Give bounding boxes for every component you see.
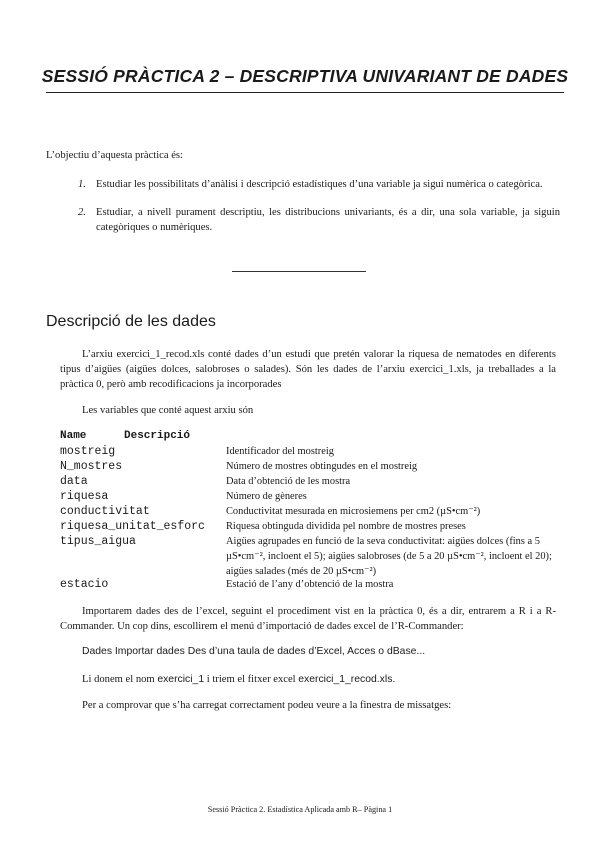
section-heading: Descripció de les dades [46, 313, 216, 330]
variable-description: Número de gèneres [226, 491, 307, 502]
variables-header-name: Name [60, 430, 87, 442]
name-instruction-text: Li donem el nom [82, 674, 155, 685]
variable-description: Identificador del mostreig [226, 446, 334, 457]
objective-text: Estudiar, a nivell purament descriptiu, les distribucions univariants, és a dir, una sola variable, ja siguin categòriques o numèriques. [96, 207, 560, 233]
menu-path: Dades Importar dades Des d’una taula de dades d’Excel, Acces o dBase... [82, 646, 426, 657]
page-title: SESSIÓ PRÀCTICA 2 – DESCRIPTIVA UNIVARIANT DE DADES [41, 66, 569, 86]
variable-name: N_mostres [60, 460, 123, 473]
variable-name: riquesa [60, 490, 109, 503]
intro-text: L’objectiu d’aquesta pràctica és: [46, 150, 183, 161]
title-underline [46, 92, 564, 93]
section-divider [232, 271, 366, 272]
variable-name: tipus_aigua [60, 535, 136, 548]
objective-item [78, 177, 558, 207]
variable-description: Número de mostres obtingudes en el mostreig [226, 461, 418, 472]
variable-name: conductivitat [60, 505, 150, 518]
variables-header-desc: Descripció [124, 430, 191, 442]
variable-name: estacio [60, 578, 109, 591]
variable-description: Data d’obtenció de les mostra [226, 476, 351, 487]
dataset-name: exercici_1 [157, 674, 205, 685]
variable-description: Riquesa obtinguda dividida pel nombre de mostres preses [226, 521, 466, 532]
variable-description: Aigües agrupades en funció de la seva conductivitat: aigües dolces (fins a 5 µS•cm⁻², incloent el 5); aigües salobroses (de 5 a 20 µS•cm⁻², incloent el 20); aigües salades (més de 20 µS•cm⁻²) [226, 536, 552, 577]
name-instruction [82, 672, 395, 687]
objective-text: Estudiar les possibilitats d’anàlisi i descripció estadístiques d’una variable ja sigui numèrica o categòrica. [96, 179, 543, 190]
variable-name: data [60, 475, 88, 488]
variable-name: riquesa_unitat_esforc [60, 520, 205, 533]
check-instruction: Per a comprovar que s’ha carregat correctament podeu veure a la finestra de missatges: [82, 700, 452, 711]
import-paragraph: Importarem dades des de l’excel, seguint el procediment vist en la pràctica 0, és a dir, entrarem a R i a R-Commander. Un cop dins, escollirem el menú d’importació de dades excel de l’R-Commander: [60, 606, 556, 632]
objective-number: 1. [78, 179, 86, 190]
objective-number: 2. [78, 207, 86, 218]
variable-description: Conductivitat mesurada en microsiemens per cm2 (µS•cm⁻²) [226, 506, 481, 517]
page-footer: Sessió Pràctica 2. Estadística Aplicada amb R– Pàgina 1 [207, 805, 393, 814]
objective-item [78, 205, 558, 235]
file-name: exercici_1_recod.xls. [298, 674, 396, 685]
variable-description: Estació de l’any d’obtenció de la mostra [226, 579, 394, 590]
name-instruction-text: i triem el fitxer excel [206, 674, 296, 685]
description-paragraph: L’arxiu exercici_1_recod.xls conté dades d’un estudi que pretén valorar la riquesa de nematodes en diferents tipus d’aigües (aigües dolces, salobroses o salades). Són les dades de l’arxiu exercici_1.xls, ja treballades a la pràctica 0, però amb recodificacions ja incorporades [60, 349, 556, 390]
variable-name: mostreig [60, 445, 116, 458]
variables-intro: Les variables que conté aquest arxiu són [82, 405, 254, 416]
